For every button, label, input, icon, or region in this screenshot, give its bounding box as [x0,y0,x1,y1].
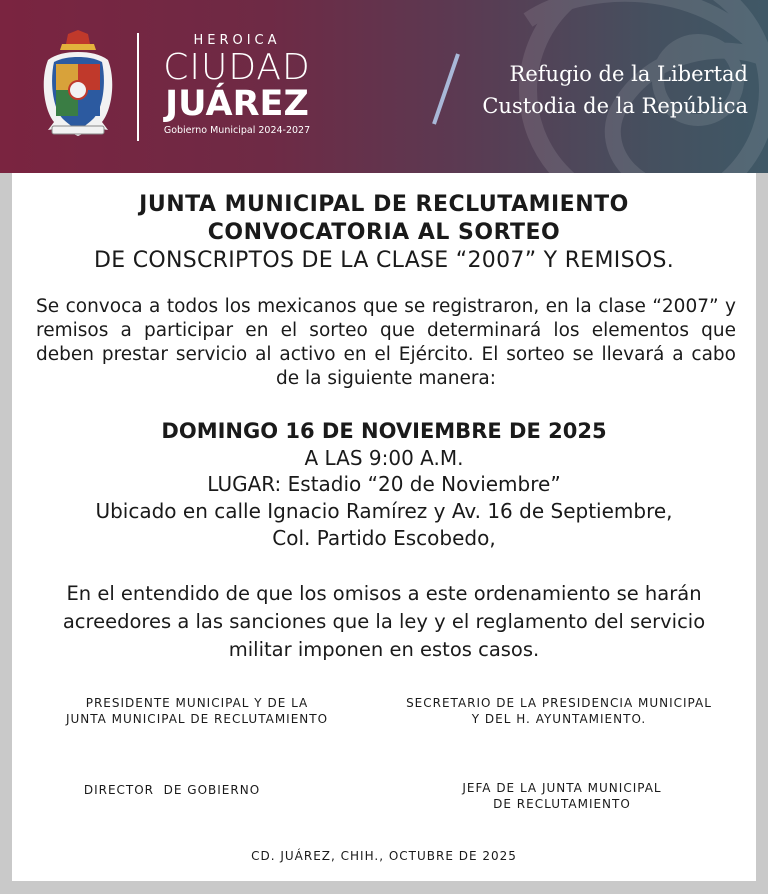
logo-divider [137,33,139,141]
header-banner [0,0,768,173]
intro-paragraph: Se convoca a todos los mexicanos que se registraron, en la clase “2007” y remisos a participar en el sorteo que determinará los elementos que deben prestar servicio al activo en el Ejército. El sorteo se llevará a cabo de la siguiente manera: [36,296,736,389]
event-address-2: Col. Partido Escobedo, [272,526,496,550]
ciudad-text: CIUDAD [163,47,311,88]
signature-secretary [374,695,744,727]
signature-line: DE RECLUTAMIENTO [493,797,631,811]
event-address-1: Ubicado en calle Ignacio Ramírez y Av. 16 de Septiembre, [95,499,673,523]
event-time: A LAS 9:00 A.M. [304,446,464,470]
notice-title-2: CONVOCATORIA AL SORTEO [207,220,561,245]
notice-paper [12,173,756,881]
footer-place-date: CD. JUÁREZ, CHIH., OCTUBRE DE 2025 [251,849,517,863]
motto [458,58,748,122]
signature-president [22,695,372,727]
signature-line: DIRECTOR DE GOBIERNO [83,783,261,797]
event-place: LUGAR: Estadio “20 de Noviembre” [207,472,561,496]
signature-line: PRESIDENTE MUNICIPAL Y DE LA [85,696,309,710]
motto-line-2: Custodia de la República [482,94,748,118]
gobierno-text: Gobierno Municipal 2024-2027 [163,125,311,136]
signature-chief [412,780,712,812]
juarez-text: JUÁREZ [165,84,309,124]
motto-line-1: Refugio de la Libertad [509,62,748,86]
signature-director [52,782,292,798]
coat-of-arms-icon [40,30,116,142]
event-date: DOMINGO 16 DE NOVIEMBRE DE 2025 [161,419,607,443]
signature-line: SECRETARIO DE LA PRESIDENCIA MUNICIPAL [406,696,712,710]
notice-title-3: DE CONSCRIPTOS DE LA CLASE “2007” Y REMISOS. [93,248,675,273]
signature-line: Y DEL H. AYUNTAMIENTO. [471,712,647,726]
signature-line: JUNTA MUNICIPAL DE RECLUTAMIENTO [65,712,329,726]
heroica-text: HEROICA [193,33,281,48]
notice-title-1: JUNTA MUNICIPAL DE RECLUTAMIENTO [139,192,629,217]
warning-paragraph: En el entendido de que los omisos a este ordenamiento se harán acreedores a las sanciones que la ley y el reglamento del servicio militar imponen en estos casos. [62,582,706,661]
signature-line: JEFA DE LA JUNTA MUNICIPAL [462,781,662,795]
